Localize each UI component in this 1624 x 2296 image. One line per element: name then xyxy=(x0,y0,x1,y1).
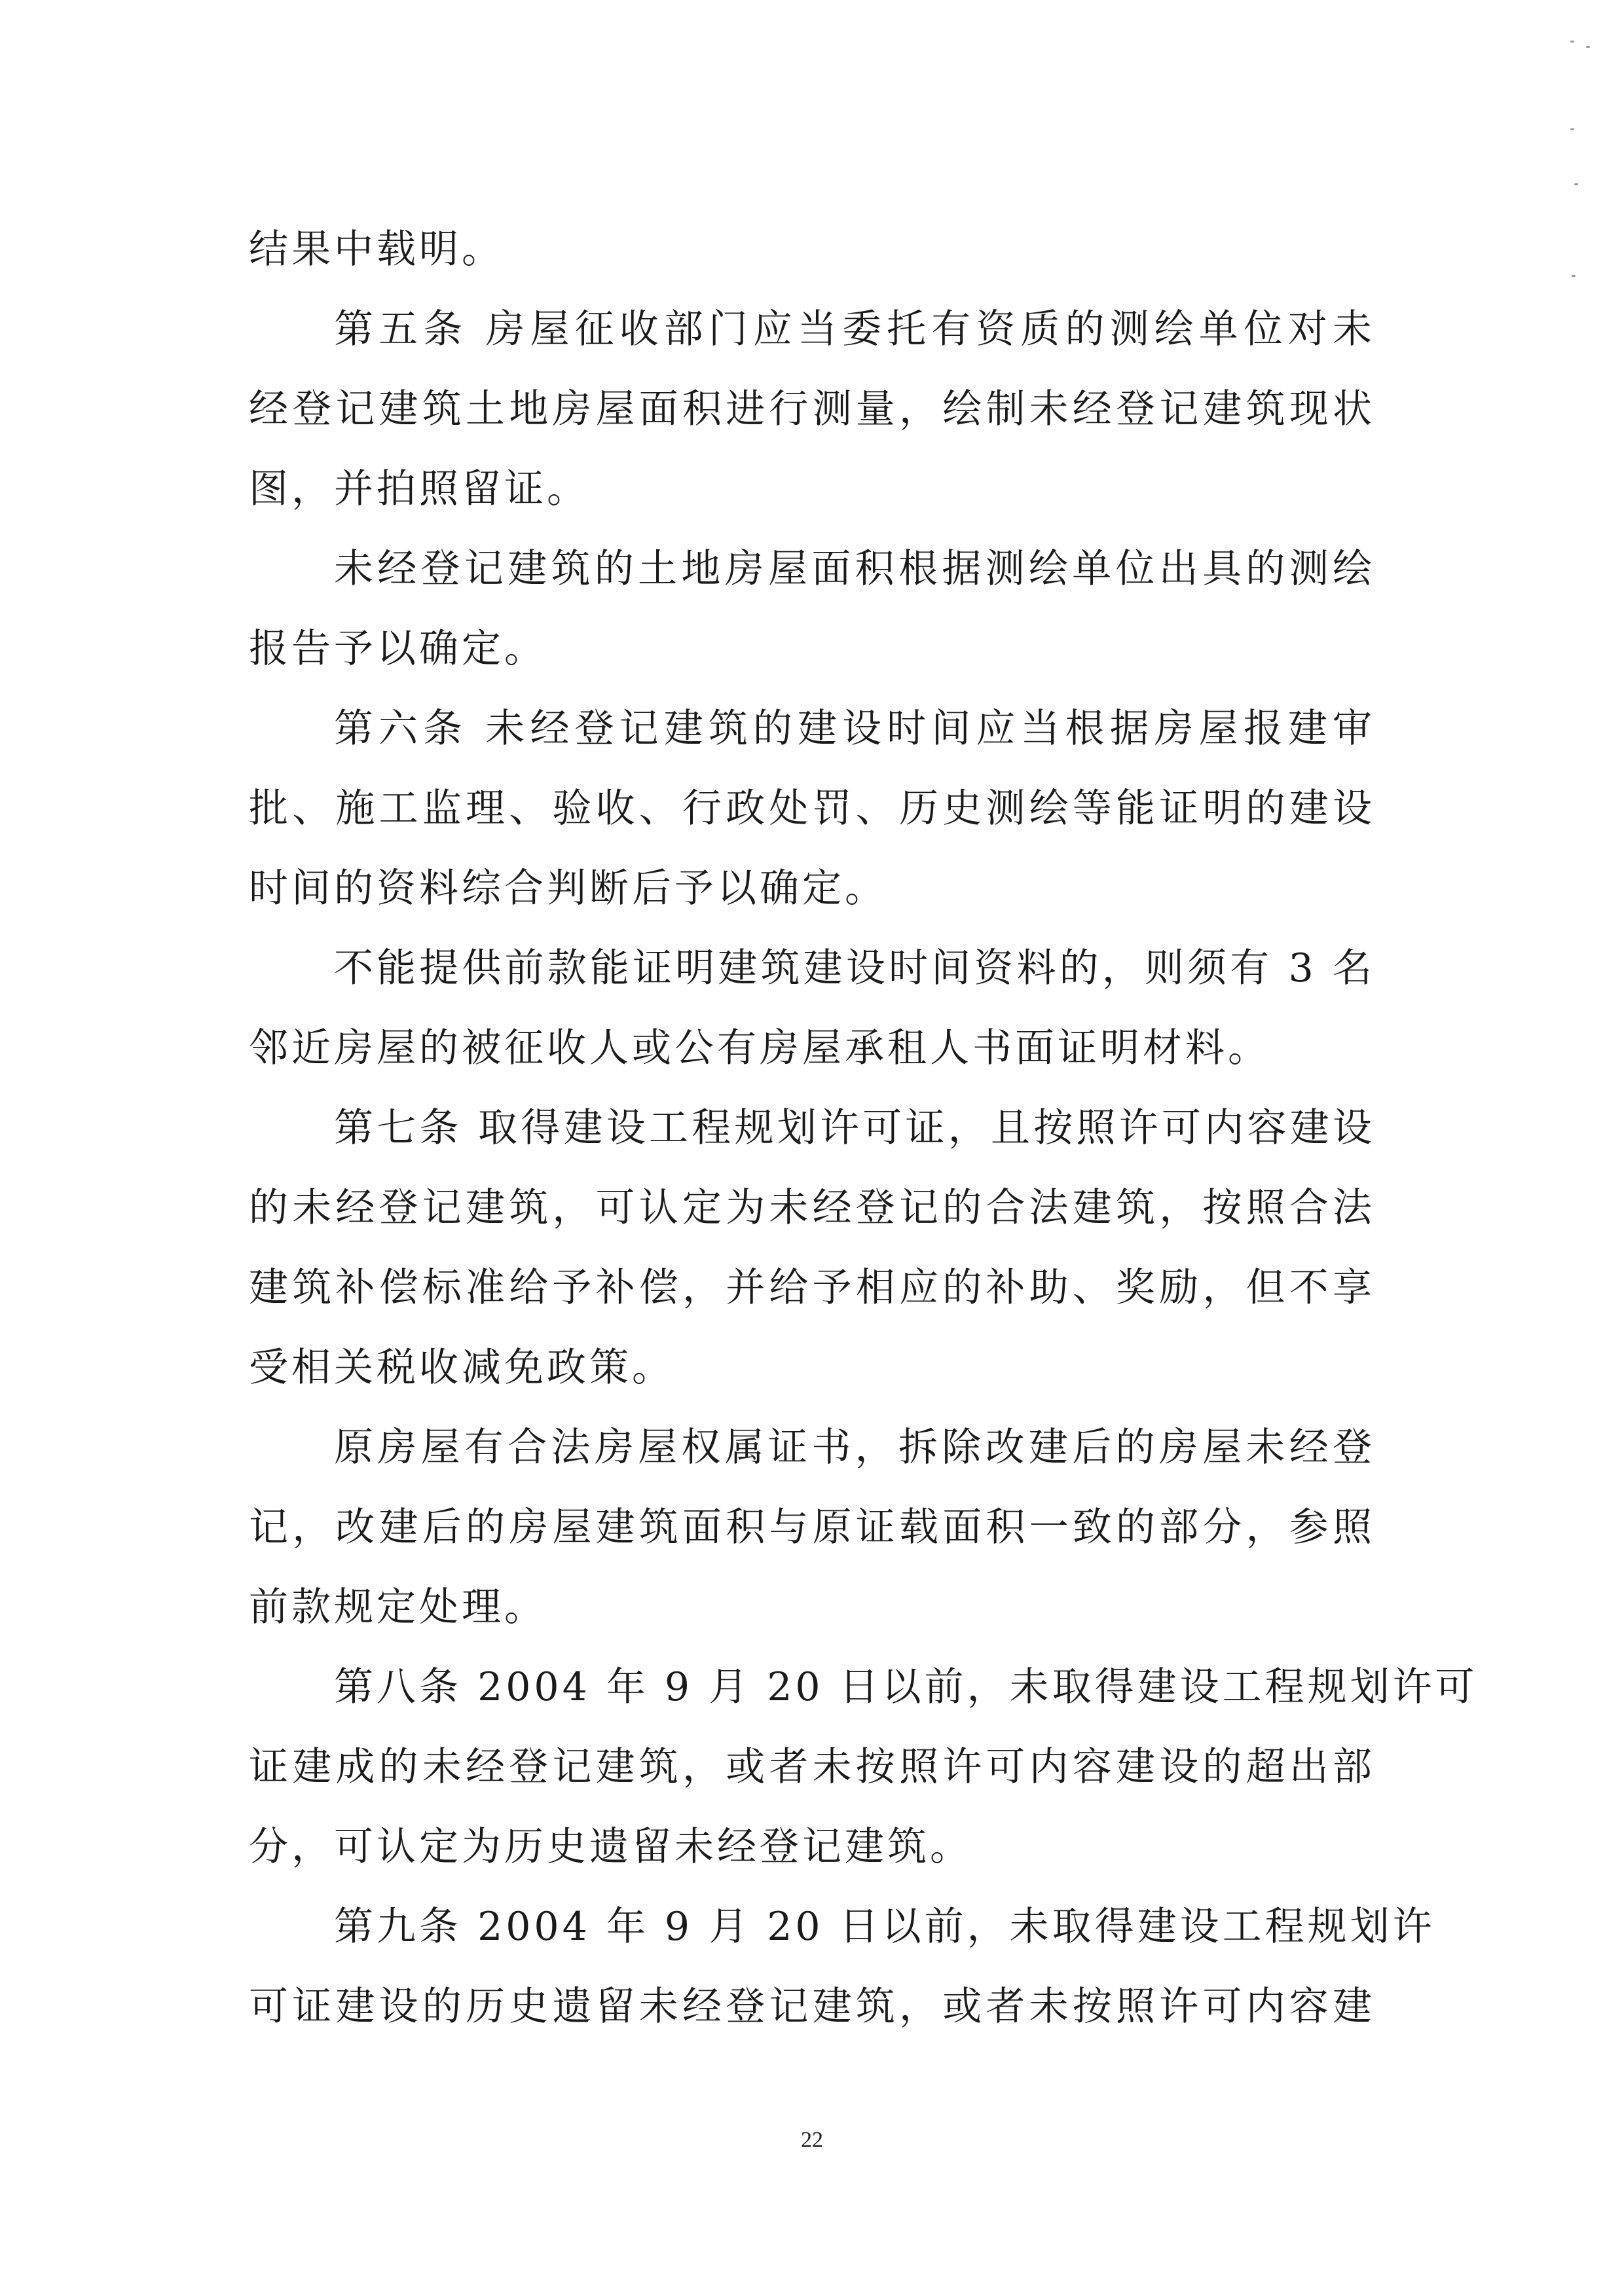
article-8-line: 第八条 2004 年 9 月 20 日以前，未取得建设工程规划许可 xyxy=(334,1664,1478,1710)
text-line: 不能提供前款能证明建筑建设时间资料的，则须有 3 名 xyxy=(334,945,1375,991)
scan-speck xyxy=(1586,46,1590,48)
text-line: 可证建设的历史遗留未经登记建筑，或者未按照许可内容建 xyxy=(249,1984,1375,2030)
text-line: 记，改建后的房屋建筑面积与原证载面积一致的部分，参照 xyxy=(249,1504,1375,1550)
text-line: 结果中载明。 xyxy=(249,227,504,272)
text-line: 建筑补偿标准给予补偿，并给予相应的补助、奖励，但不享 xyxy=(249,1265,1375,1311)
article-9-line: 第九条 2004 年 9 月 20 日以前，未取得建设工程规划许 xyxy=(334,1904,1435,1950)
page-number: 22 xyxy=(801,2128,823,2152)
text-line: 时间的资料综合判断后予以确定。 xyxy=(249,866,887,911)
text-line: 批、施工监理、验收、行政处罚、历史测绘等能证明的建设 xyxy=(249,786,1375,831)
text-line: 受相关税收减免政策。 xyxy=(249,1345,674,1391)
text-line: 前款规定处理。 xyxy=(249,1584,547,1630)
article-6-line: 第六条 未经登记建筑的建设时间应当根据房屋报建审 xyxy=(334,706,1375,752)
text-line: 分，可认定为历史遗留未经登记建筑。 xyxy=(249,1824,972,1870)
text-line: 经登记建筑土地房屋面积进行测量，绘制未经登记建筑现状 xyxy=(249,386,1375,432)
text-line: 图，并拍照留证。 xyxy=(249,466,589,512)
text-line: 邻近房屋的被征收人或公有房屋承租人书面证明材料。 xyxy=(249,1025,1270,1071)
text-line: 原房屋有合法房屋权属证书，拆除改建后的房屋未经登 xyxy=(334,1425,1375,1470)
article-7-line: 第七条 取得建设工程规划许可证，且按照许可内容建设 xyxy=(334,1105,1375,1151)
text-line: 未经登记建筑的土地房屋面积根据测绘单位出具的测绘 xyxy=(334,546,1375,592)
scan-speck xyxy=(1570,41,1574,43)
text-line: 证建成的未经登记建筑，或者未按照许可内容建设的超出部 xyxy=(249,1744,1375,1790)
text-line: 报告予以确定。 xyxy=(249,626,547,672)
scan-speck xyxy=(1574,183,1578,185)
scan-speck xyxy=(1570,128,1574,130)
body-text xyxy=(249,210,1478,2047)
scan-speck xyxy=(1572,275,1576,277)
article-5-line: 第五条 房屋征收部门应当委托有资质的测绘单位对未 xyxy=(334,306,1375,352)
text-line: 的未经登记建筑，可认定为未经登记的合法建筑，按照合法 xyxy=(249,1185,1375,1231)
